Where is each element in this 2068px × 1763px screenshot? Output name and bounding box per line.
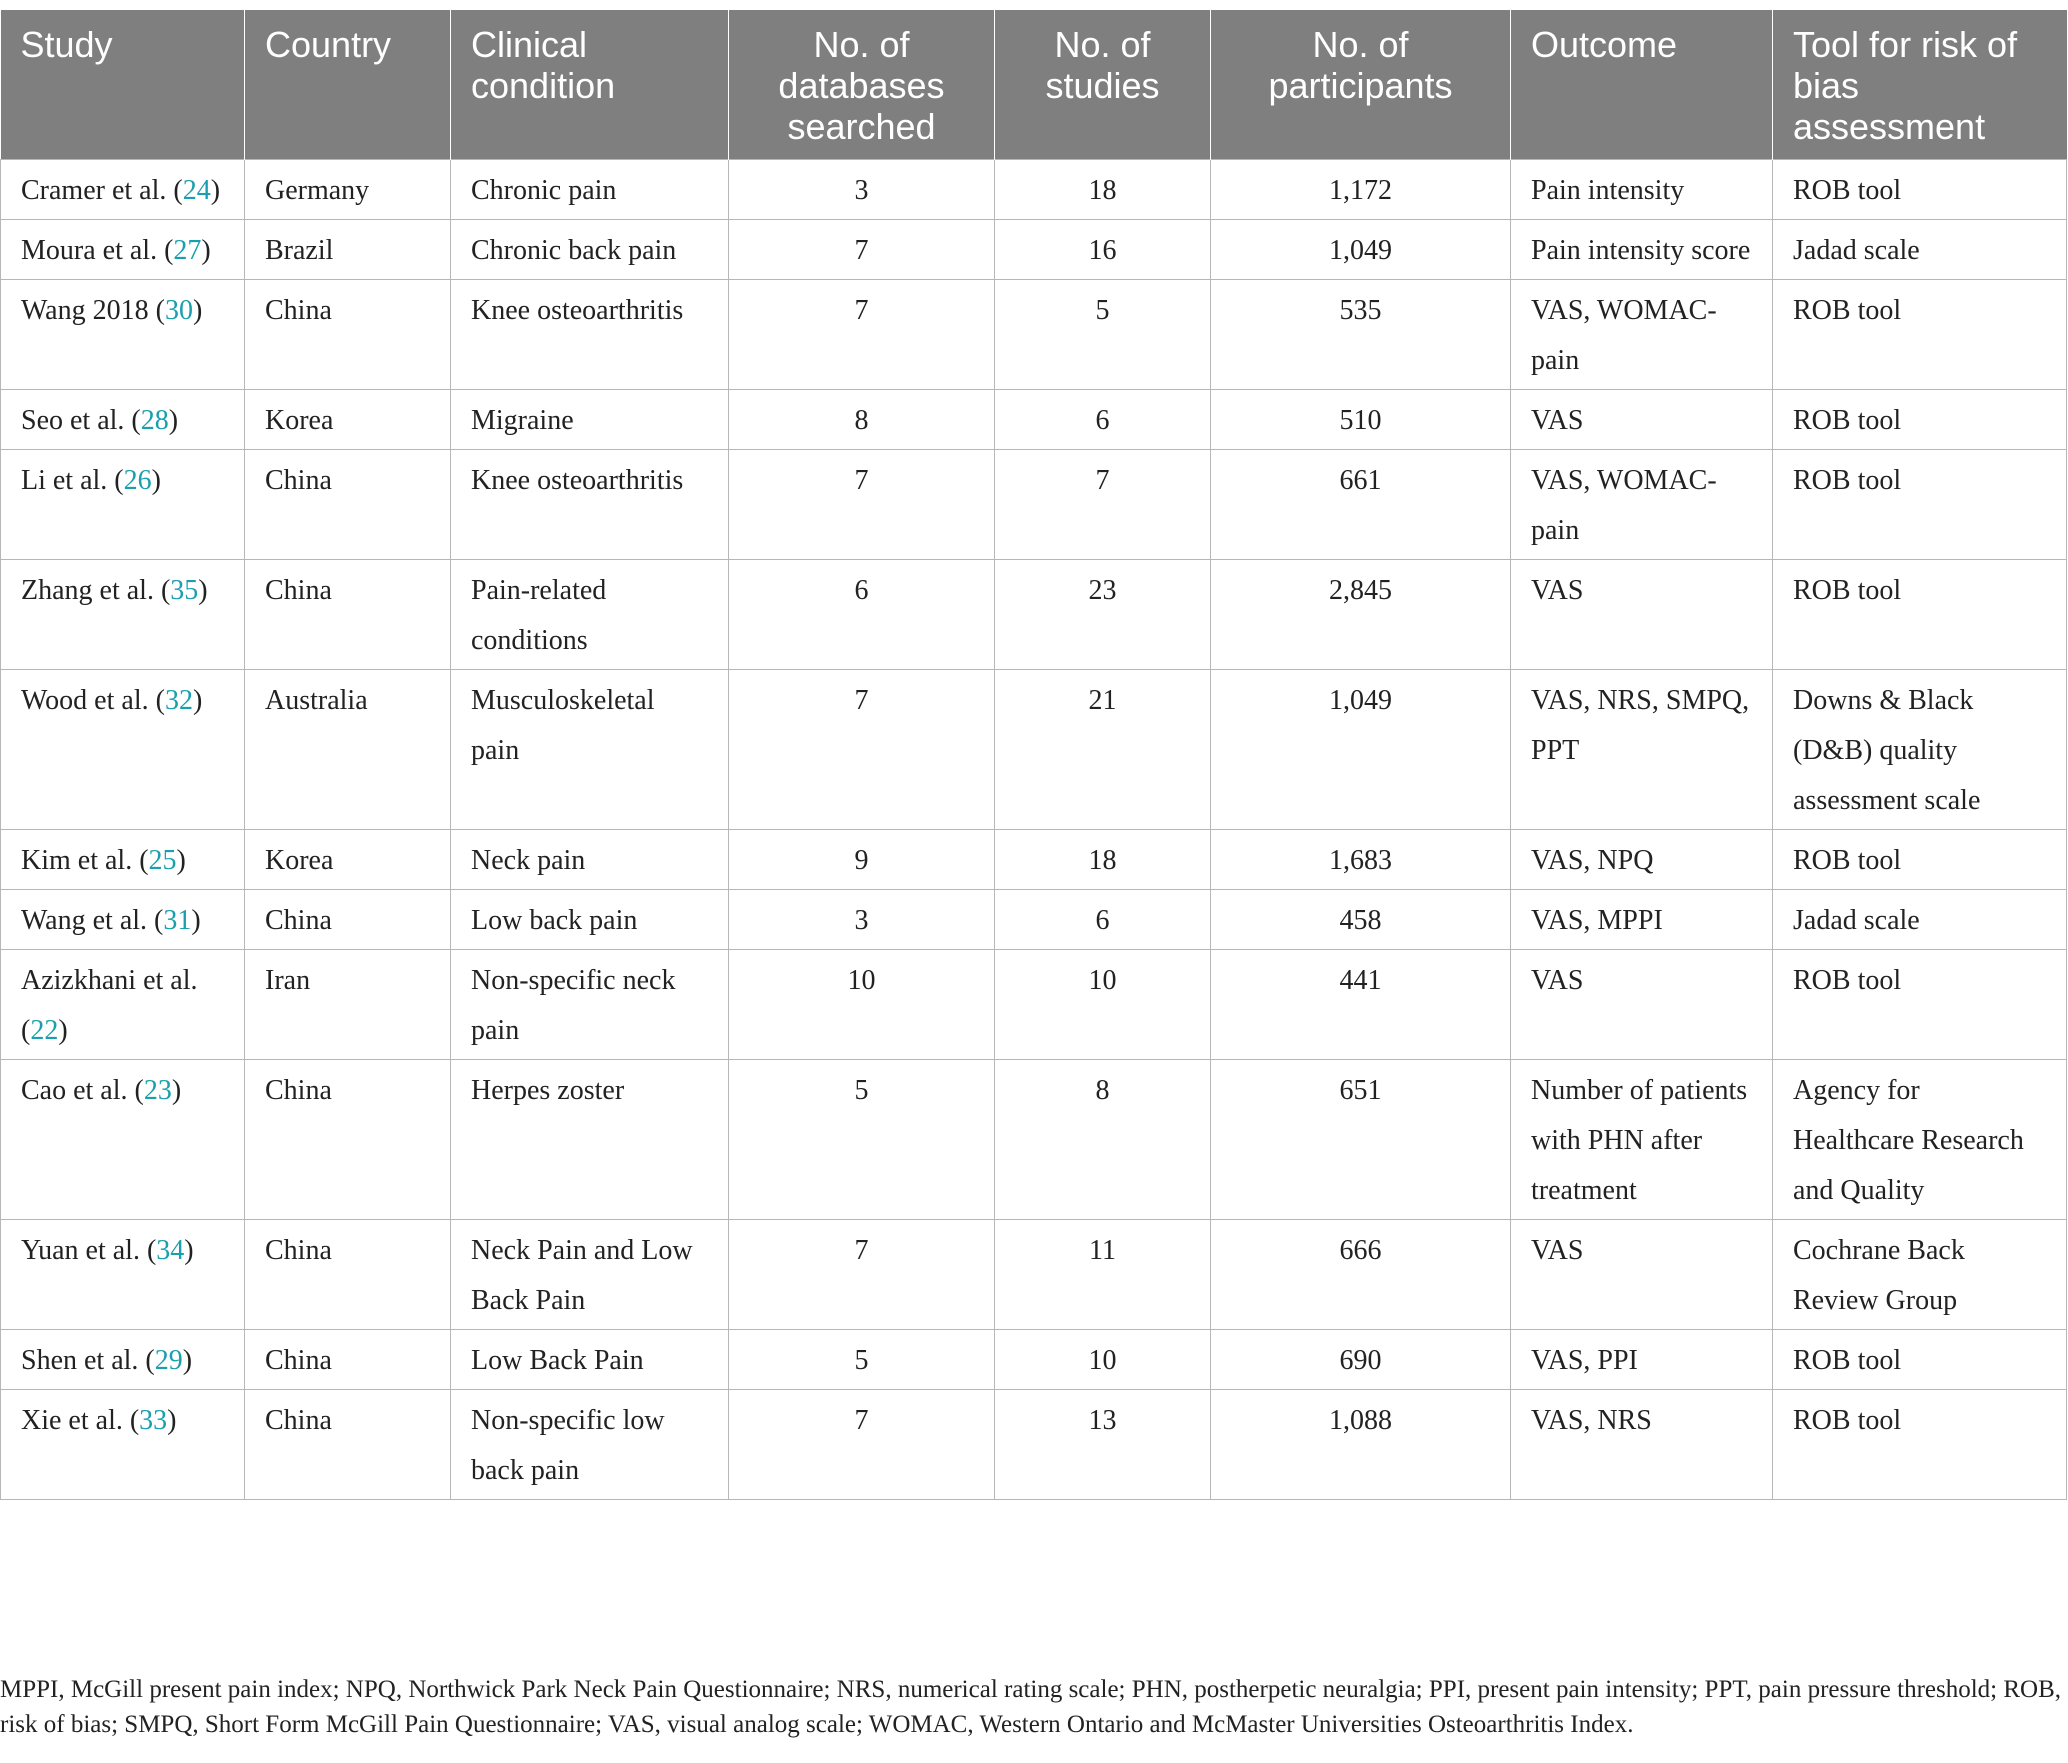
outcome-cell: Number of patients with PHN after treatment	[1511, 1060, 1773, 1220]
outcome-cell: VAS, NPQ	[1511, 830, 1773, 890]
participants-cell: 1,049	[1211, 670, 1511, 830]
study-cell: Azizkhani et al. (22)	[1, 950, 245, 1060]
participants-cell: 690	[1211, 1330, 1511, 1390]
table-row	[1, 560, 2067, 670]
studies-cell: 6	[995, 390, 1211, 450]
column-header-country: Country	[245, 10, 451, 160]
country-cell: Korea	[245, 830, 451, 890]
reference-link[interactable]: 24	[182, 175, 211, 206]
study-cell: Xie et al. (33)	[1, 1390, 245, 1500]
participants-cell: 441	[1211, 950, 1511, 1060]
study-name: Shen et al.	[21, 1345, 139, 1376]
condition-cell: Neck Pain and Low Back Pain	[451, 1220, 729, 1330]
study-cell: Cao et al. (23)	[1, 1060, 245, 1220]
column-header-participants: No. of participants	[1211, 10, 1511, 160]
studies-cell: 10	[995, 950, 1211, 1060]
table-row	[1, 950, 2067, 1060]
study-cell: Moura et al. (27)	[1, 220, 245, 280]
studies-cell: 13	[995, 1390, 1211, 1500]
table-row	[1, 1220, 2067, 1330]
tool-cell: ROB tool	[1773, 160, 2067, 220]
header-row	[1, 10, 2067, 160]
study-name: Seo et al.	[21, 405, 125, 436]
outcome-cell: VAS	[1511, 560, 1773, 670]
country-cell: China	[245, 450, 451, 560]
condition-cell: Musculoskeletal pain	[451, 670, 729, 830]
reference-link[interactable]: 29	[154, 1345, 183, 1376]
table-row	[1, 670, 2067, 830]
outcome-cell: VAS, PPI	[1511, 1330, 1773, 1390]
participants-cell: 2,845	[1211, 560, 1511, 670]
outcome-cell: VAS, WOMAC-pain	[1511, 450, 1773, 560]
tool-cell: Agency for Healthcare Research and Quality	[1773, 1060, 2067, 1220]
participants-cell: 1,683	[1211, 830, 1511, 890]
reference-link[interactable]: 23	[143, 1075, 172, 1106]
country-cell: China	[245, 1390, 451, 1500]
reference-link[interactable]: 30	[164, 295, 193, 326]
condition-cell: Chronic pain	[451, 160, 729, 220]
condition-cell: Chronic back pain	[451, 220, 729, 280]
condition-cell: Knee osteoarthritis	[451, 280, 729, 390]
country-cell: Germany	[245, 160, 451, 220]
databases-cell: 7	[729, 1220, 995, 1330]
outcome-cell: VAS, NRS, SMPQ, PPT	[1511, 670, 1773, 830]
participants-cell: 1,088	[1211, 1390, 1511, 1500]
reference-link[interactable]: 32	[164, 685, 193, 716]
column-header-risk-of-bias-tool: Tool for risk of bias assessment	[1773, 10, 2067, 160]
table-row	[1, 450, 2067, 560]
study-cell: Zhang et al. (35)	[1, 560, 245, 670]
participants-cell: 1,172	[1211, 160, 1511, 220]
reference-link[interactable]: 25	[148, 845, 177, 876]
studies-cell: 10	[995, 1330, 1211, 1390]
outcome-cell: Pain intensity	[1511, 160, 1773, 220]
participants-cell: 661	[1211, 450, 1511, 560]
condition-cell: Knee osteoarthritis	[451, 450, 729, 560]
column-header-studies: No. of studies	[995, 10, 1211, 160]
column-header-clinical-condition: Clinical condition	[451, 10, 729, 160]
column-header-outcome: Outcome	[1511, 10, 1773, 160]
reference-link[interactable]: 27	[173, 235, 202, 266]
table-row	[1, 830, 2067, 890]
tool-cell: ROB tool	[1773, 390, 2067, 450]
study-name: Cramer et al.	[21, 175, 167, 206]
table-row	[1, 890, 2067, 950]
table-row	[1, 1390, 2067, 1500]
reference-link[interactable]: 35	[170, 575, 199, 606]
databases-cell: 3	[729, 160, 995, 220]
table-row	[1, 1330, 2067, 1390]
databases-cell: 9	[729, 830, 995, 890]
country-cell: Iran	[245, 950, 451, 1060]
condition-cell: Migraine	[451, 390, 729, 450]
study-cell: Cramer et al. (24)	[1, 160, 245, 220]
table-row	[1, 160, 2067, 220]
databases-cell: 10	[729, 950, 995, 1060]
reference-link[interactable]: 22	[30, 1015, 59, 1046]
table-footnote: MPPI, McGill present pain index; NPQ, Northwick Park Neck Pain Questionnaire; NRS, numerical rating scale; PHN, postherpetic neuralgia; PPI, present pain intensity; PPT, pain pressure threshold; ROB, risk of bias; SMPQ, Short Form McGill Pain Questionnaire; VAS, visual analog scale; WOMAC, Western Ontario and McMaster Universities Osteoarthritis Index.	[0, 1676, 2062, 1738]
study-cell: Kim et al. (25)	[1, 830, 245, 890]
outcome-cell: VAS, NRS	[1511, 1390, 1773, 1500]
study-cell: Wang 2018 (30)	[1, 280, 245, 390]
reference-link[interactable]: 34	[156, 1235, 185, 1266]
studies-cell: 18	[995, 160, 1211, 220]
tool-cell: ROB tool	[1773, 1390, 2067, 1500]
reference-link[interactable]: 33	[139, 1405, 168, 1436]
table-body	[1, 160, 2067, 1500]
table-row	[1, 280, 2067, 390]
study-name: Wang 2018	[21, 295, 149, 326]
study-name: Zhang et al.	[21, 575, 154, 606]
tool-cell: Jadad scale	[1773, 220, 2067, 280]
databases-cell: 7	[729, 1390, 995, 1500]
tool-cell: Jadad scale	[1773, 890, 2067, 950]
studies-table	[0, 10, 2067, 1500]
condition-cell: Low back pain	[451, 890, 729, 950]
country-cell: China	[245, 1220, 451, 1330]
tool-cell: ROB tool	[1773, 830, 2067, 890]
databases-cell: 7	[729, 280, 995, 390]
country-cell: China	[245, 280, 451, 390]
databases-cell: 5	[729, 1330, 995, 1390]
study-cell: Li et al. (26)	[1, 450, 245, 560]
databases-cell: 7	[729, 450, 995, 560]
study-name: Li et al.	[21, 465, 108, 496]
condition-cell: Herpes zoster	[451, 1060, 729, 1220]
tool-cell: ROB tool	[1773, 280, 2067, 390]
tool-cell: ROB tool	[1773, 1330, 2067, 1390]
outcome-cell: VAS, WOMAC-pain	[1511, 280, 1773, 390]
country-cell: China	[245, 1060, 451, 1220]
studies-cell: 5	[995, 280, 1211, 390]
studies-cell: 6	[995, 890, 1211, 950]
column-header-databases: No. of databases searched	[729, 10, 995, 160]
outcome-cell: Pain intensity score	[1511, 220, 1773, 280]
participants-cell: 535	[1211, 280, 1511, 390]
condition-cell: Non-specific low back pain	[451, 1390, 729, 1500]
condition-cell: Neck pain	[451, 830, 729, 890]
condition-cell: Non-specific neck pain	[451, 950, 729, 1060]
studies-cell: 21	[995, 670, 1211, 830]
databases-cell: 8	[729, 390, 995, 450]
studies-cell: 7	[995, 450, 1211, 560]
outcome-cell: VAS	[1511, 950, 1773, 1060]
study-name: Cao et al.	[21, 1075, 128, 1106]
study-name: Wang et al.	[21, 905, 148, 936]
study-cell: Seo et al. (28)	[1, 390, 245, 450]
study-name: Kim et al.	[21, 845, 133, 876]
reference-link[interactable]: 28	[140, 405, 169, 436]
study-name: Wood et al.	[21, 685, 149, 716]
tool-cell: Cochrane Back Review Group	[1773, 1220, 2067, 1330]
country-cell: China	[245, 890, 451, 950]
country-cell: China	[245, 560, 451, 670]
study-cell: Wood et al. (32)	[1, 670, 245, 830]
studies-cell: 11	[995, 1220, 1211, 1330]
participants-cell: 651	[1211, 1060, 1511, 1220]
table-row	[1, 1060, 2067, 1220]
databases-cell: 6	[729, 560, 995, 670]
study-name: Moura et al.	[21, 235, 158, 266]
participants-cell: 458	[1211, 890, 1511, 950]
column-header-study: Study	[1, 10, 245, 160]
studies-cell: 8	[995, 1060, 1211, 1220]
reference-link[interactable]: 31	[163, 905, 192, 936]
databases-cell: 7	[729, 220, 995, 280]
country-cell: Korea	[245, 390, 451, 450]
participants-cell: 1,049	[1211, 220, 1511, 280]
outcome-cell: VAS	[1511, 390, 1773, 450]
databases-cell: 5	[729, 1060, 995, 1220]
participants-cell: 510	[1211, 390, 1511, 450]
studies-cell: 23	[995, 560, 1211, 670]
tool-cell: ROB tool	[1773, 950, 2067, 1060]
study-name: Xie et al.	[21, 1405, 123, 1436]
tool-cell: Downs & Black (D&B) quality assessment scale	[1773, 670, 2067, 830]
study-name: Azizkhani et al.	[21, 965, 198, 996]
table-row	[1, 220, 2067, 280]
studies-cell: 18	[995, 830, 1211, 890]
studies-cell: 16	[995, 220, 1211, 280]
databases-cell: 3	[729, 890, 995, 950]
study-cell: Shen et al. (29)	[1, 1330, 245, 1390]
condition-cell: Low Back Pain	[451, 1330, 729, 1390]
study-cell: Wang et al. (31)	[1, 890, 245, 950]
study-name: Yuan et al.	[21, 1235, 140, 1266]
country-cell: China	[245, 1330, 451, 1390]
outcome-cell: VAS	[1511, 1220, 1773, 1330]
reference-link[interactable]: 26	[123, 465, 152, 496]
study-cell: Yuan et al. (34)	[1, 1220, 245, 1330]
country-cell: Australia	[245, 670, 451, 830]
table-row	[1, 390, 2067, 450]
tool-cell: ROB tool	[1773, 560, 2067, 670]
condition-cell: Pain-related conditions	[451, 560, 729, 670]
databases-cell: 7	[729, 670, 995, 830]
country-cell: Brazil	[245, 220, 451, 280]
tool-cell: ROB tool	[1773, 450, 2067, 560]
outcome-cell: VAS, MPPI	[1511, 890, 1773, 950]
participants-cell: 666	[1211, 1220, 1511, 1330]
